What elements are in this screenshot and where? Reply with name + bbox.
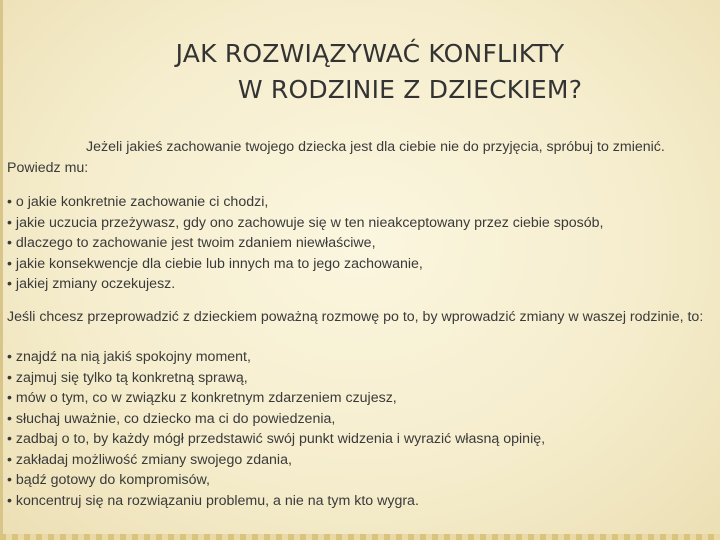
intro-paragraph: Jeżeli jakieś zachowanie twojego dziecka jest dla ciebie nie do przyjęcia, spróbuj to zmienić. Powiedz mu: bbox=[7, 139, 665, 176]
slide-title-line-2: W RODZINIE Z DZIECKIEM? bbox=[237, 75, 583, 104]
list-item: • znajdź na nią jakiś spokojny moment, bbox=[7, 347, 713, 368]
list-item: • zajmuj się tylko tą konkretną sprawą, bbox=[7, 368, 713, 389]
list-item: • jakiej zmiany oczekujesz. bbox=[7, 274, 713, 295]
list-item: • bądź gotowy do kompromisów, bbox=[7, 470, 713, 491]
list-item: • jakie uczucia przeżywasz, gdy ono zachowuje się w ten nieakceptowany przez ciebie sposób, bbox=[7, 213, 713, 234]
list-item: • zadbaj o to, by każdy mógł przedstawić swój punkt widzenia i wyrazić własną opinię, bbox=[7, 429, 713, 450]
slide-bottom-border bbox=[0, 534, 720, 540]
slide-body bbox=[7, 137, 713, 511]
slide-title bbox=[0, 36, 720, 108]
list-what-to-say bbox=[7, 192, 713, 295]
list-conversation-tips bbox=[7, 347, 713, 511]
list-item: • o jakie konkretnie zachowanie ci chodzi, bbox=[7, 192, 713, 213]
list-item: • słuchaj uważnie, co dziecko ma ci do powiedzenia, bbox=[7, 409, 713, 430]
slide-title-line-1: JAK ROZWIĄZYWAĆ KONFLIKTY bbox=[175, 39, 565, 68]
conversation-paragraph: Jeśli chcesz przeprowadzić z dzieckiem poważną rozmowę po to, by wprowadzić zmiany w waszej rodzinie, to: bbox=[7, 308, 704, 325]
list-item: • mów o tym, co w związku z konkretnym zdarzeniem czujesz, bbox=[7, 388, 713, 409]
list-item: • dlaczego to zachowanie jest twoim zdaniem niewłaściwe, bbox=[7, 233, 713, 254]
list-item: • zakładaj możliwość zmiany swojego zdania, bbox=[7, 450, 713, 471]
list-item: • koncentruj się na rozwiązaniu problemu, a nie na tym kto wygra. bbox=[7, 491, 713, 512]
list-item: • jakie konsekwencje dla ciebie lub innych ma to jego zachowanie, bbox=[7, 254, 713, 275]
